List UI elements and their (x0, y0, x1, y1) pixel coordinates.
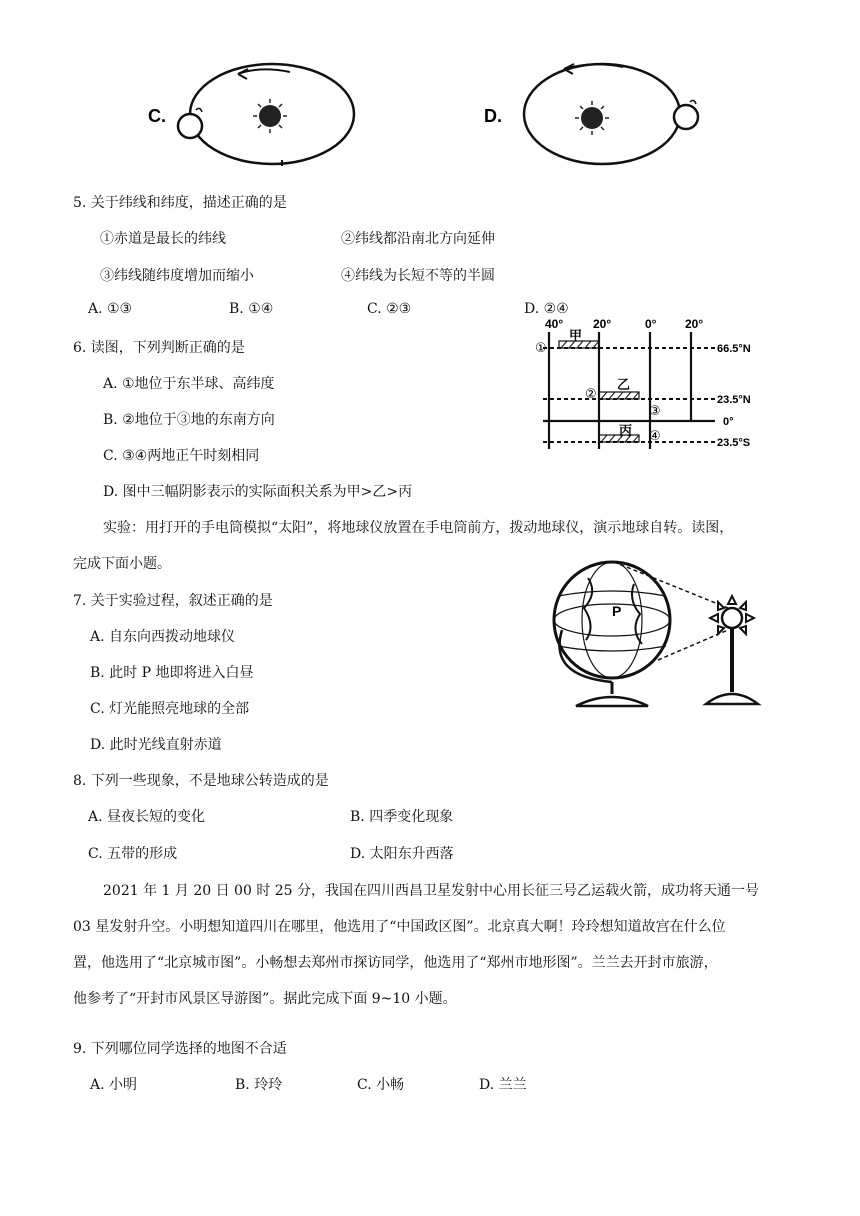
q5-option-c[interactable]: C. ②③ (367, 301, 412, 317)
q8-option-b[interactable]: B. 四季变化现象 (350, 809, 454, 825)
region-label-bing: 丙 (619, 423, 633, 438)
globe-flashlight-figure (548, 556, 778, 712)
passage-line-3: 置，他选用了“北京城市图”。小畅想去郑州市探访同学，他选用了“郑州市地形图”。兰兰去开封市旅游， (73, 955, 718, 971)
region-label-yi: 乙 (617, 377, 631, 392)
lon-label-20e: 20° (685, 317, 704, 331)
q6-option-d[interactable]: D. 图中三幅阴影表示的实际面积关系为甲>乙>丙 (103, 484, 413, 500)
globe-point-p: P (612, 603, 622, 619)
q5-statement-4: ④纬线为长短不等的半圆 (341, 268, 495, 284)
passage-line-4: 他参考了“开封市风景区导游图”。据此完成下面 9~10 小题。 (73, 991, 457, 1007)
q7-option-b[interactable]: B. 此时 P 地即将进入白昼 (90, 665, 254, 681)
q6-grid-figure (535, 314, 775, 454)
point-label-2: ② (585, 386, 597, 401)
q9-option-d[interactable]: D. 兰兰 (479, 1077, 527, 1093)
experiment-line-2: 完成下面小题。 (73, 556, 171, 572)
q7-option-a[interactable]: A. 自东向西拨动地球仪 (90, 629, 236, 645)
q6-option-a[interactable]: A. ①地位于东半球、高纬度 (103, 376, 275, 392)
q8-stem: 8. 下列一些现象，不是地球公转造成的是 (73, 773, 329, 789)
orbit-figure-c (140, 52, 370, 177)
q6-option-c[interactable]: C. ③④两地正午时刻相同 (103, 448, 260, 464)
q5-option-a[interactable]: A. ①③ (88, 301, 133, 317)
q5-option-d[interactable]: D. ②④ (524, 301, 569, 317)
q8-option-c[interactable]: C. 五带的形成 (88, 846, 178, 862)
q8-option-d[interactable]: D. 太阳东升西落 (350, 846, 454, 862)
figure-d-label: D. (484, 106, 502, 126)
q7-option-c[interactable]: C. 灯光能照亮地球的全部 (90, 701, 250, 717)
passage-line-1: 2021 年 1 月 20 日 00 时 25 分，我国在四川西昌卫星发射中心用长征三号乙运载火箭，成功将天通一号 (103, 883, 760, 899)
q6-option-b[interactable]: B. ②地位于③地的东南方向 (103, 412, 275, 428)
point-label-4: ④ (649, 428, 661, 443)
q8-option-a[interactable]: A. 昼夜长短的变化 (88, 809, 206, 825)
orbit-figure-d (478, 52, 718, 177)
q5-statement-1: ①赤道是最长的纬线 (100, 231, 226, 247)
q5-statement-2: ②纬线都沿南北方向延伸 (341, 231, 495, 247)
lat-label-23n: 23.5°N (717, 394, 751, 406)
lon-label-40: 40° (545, 317, 564, 331)
experiment-line-1: 实验：用打开的手电筒模拟“太阳”，将地球仪放置在手电筒前方，拨动地球仪，演示地球自转。读图， (103, 520, 734, 536)
q5-option-b[interactable]: B. ①④ (229, 301, 274, 317)
figure-c-label: C. (148, 106, 166, 126)
q7-option-d[interactable]: D. 此时光线直射赤道 (90, 737, 222, 753)
lon-label-0: 0° (645, 317, 657, 331)
q7-stem: 7. 关于实验过程，叙述正确的是 (73, 593, 273, 609)
region-label-jia: 甲 (569, 328, 583, 343)
q9-option-a[interactable]: A. 小明 (90, 1077, 138, 1093)
point-label-1: ① (535, 340, 547, 355)
lon-label-20: 20° (593, 317, 612, 331)
q5-stem: 5. 关于纬线和纬度，描述正确的是 (73, 195, 287, 211)
q5-statement-3: ③纬线随纬度增加而缩小 (100, 268, 254, 284)
point-label-3: ③ (649, 403, 661, 418)
lat-label-0: 0° (723, 416, 734, 428)
q9-option-c[interactable]: C. 小畅 (357, 1077, 405, 1093)
lat-label-23s: 23.5°S (717, 437, 751, 449)
q9-option-b[interactable]: B. 玲玲 (235, 1077, 283, 1093)
lat-label-66: 66.5°N (717, 343, 751, 355)
passage-line-2: 03 星发射升空。小明想知道四川在哪里，他选用了“中国政区图”。北京真大啊！玲玲想知道故宫在什么位 (73, 919, 726, 935)
q9-stem: 9. 下列哪位同学选择的地图不合适 (73, 1041, 287, 1057)
q6-stem: 6. 读图，下列判断正确的是 (73, 340, 245, 356)
